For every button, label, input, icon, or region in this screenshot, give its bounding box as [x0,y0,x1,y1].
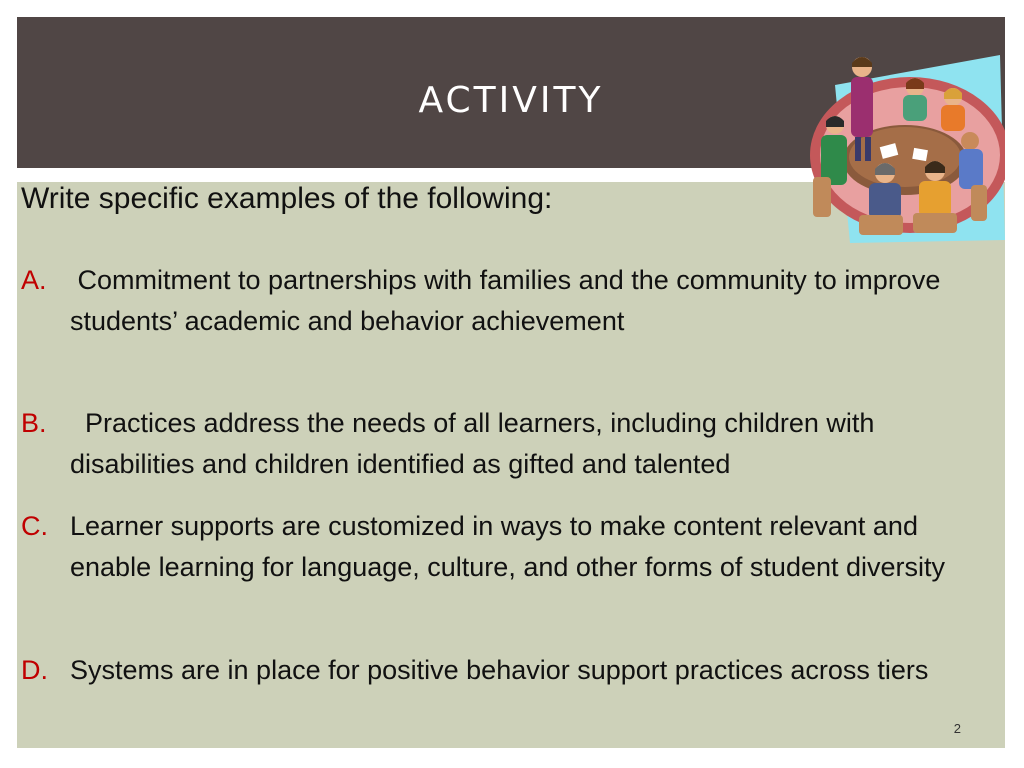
slide-title: ACTIVITY [418,80,604,121]
list-letter: A. [21,265,47,295]
list-letter: D. [21,655,48,685]
list-text [70,260,991,342]
list-item-c [21,506,991,588]
list-letter: B. [21,408,47,438]
page-number: 2 [953,721,961,736]
list-text-content: Practices address the needs of all learners, including children with disabilities and children identified as gifted and talented [70,408,875,479]
list-text: Learner supports are customized in ways to make content relevant and enable learning for language, culture, and other forms of student diversity [70,511,946,582]
group-meeting-clipart-icon [795,45,1005,245]
list-item-a [21,260,991,342]
list-letter: C. [21,511,48,541]
list-text-content: Commitment to partnerships with families and the community to improve students’ academic and behavior achievement [70,265,941,336]
list-text: Systems are in place for positive behavior support practices across tiers [70,655,929,685]
slide [17,17,1005,748]
intro-text: Write specific examples of the following: [21,182,553,215]
list-item-d [21,650,991,691]
list-item-b [21,403,991,485]
list-text [70,403,991,485]
